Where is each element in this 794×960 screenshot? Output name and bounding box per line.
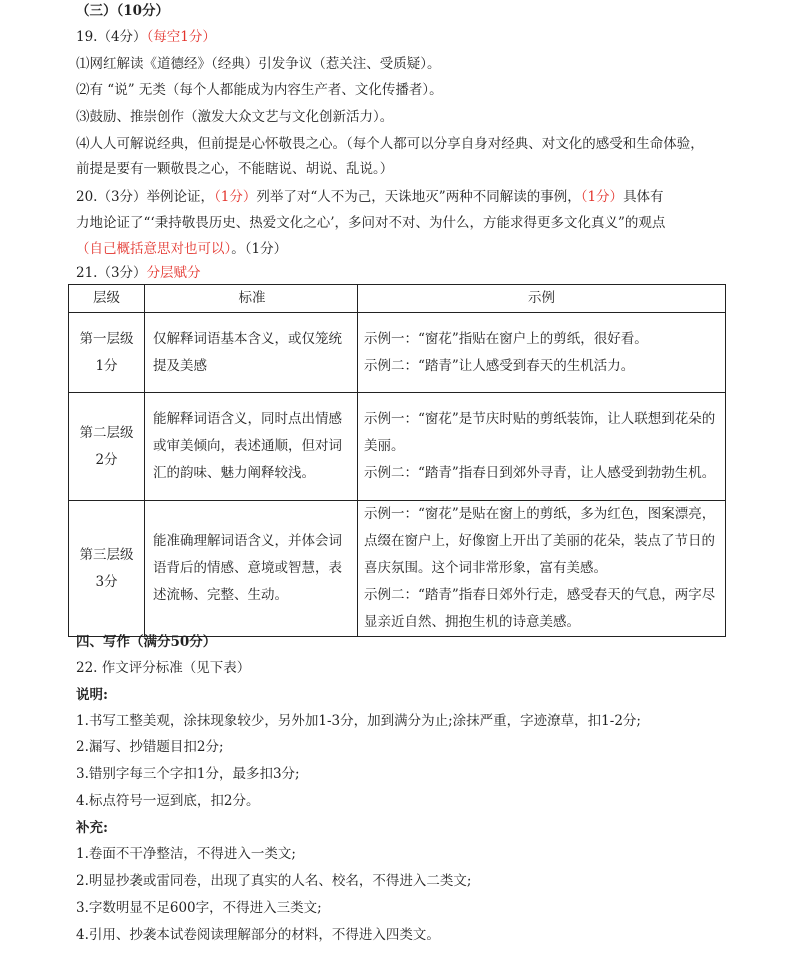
supp-item-2: 2.明显抄袭或雷同卷，出现了真实的人名、校名，不得进入二类文;: [76, 873, 472, 889]
header-level: 层级: [69, 285, 145, 313]
standard-cell: 仅解释词语基本含义，或仅笼统提及美感: [145, 313, 358, 393]
example-1: 示例一：“窗花”是节庆时贴的剪纸装饰，让人联想到花朵的美丽。: [364, 411, 716, 454]
explain-item-2: 2.漏写、抄错题目扣2分;: [76, 739, 224, 755]
q19-item-1: ⑴网红解读《道德经》（经典）引发争议（惹关注、受质疑）。: [76, 56, 441, 72]
grading-table: [68, 284, 726, 637]
example-2: 示例二：“踏青”指春日郊外行走，感受春天的气息，两字尽显亲近自然、拥抱生机的诗意美感。: [364, 587, 716, 630]
example-cell: [358, 313, 726, 393]
example-cell: [358, 501, 726, 637]
q20-text-a: 20.（3分）举例论证，: [76, 189, 215, 205]
example-1: 示例一：“窗花”是贴在窗上的剪纸，多为红色，图案漂亮，点缀在窗户上，好像窗上开出了美丽的花朵，装点了节日的喜庆氛围。这个词非常形象，富有美感。: [364, 506, 716, 576]
level-name: 第二层级: [79, 424, 134, 441]
level-cell: [69, 501, 145, 637]
q20-score-1: （1分）: [214, 189, 257, 205]
q19-item-2: ⑵有 “说” 无类（每个人都能成为内容生产者、文化传播者）。: [76, 82, 443, 98]
explain-item-1: 1.书写工整美观，涂抹现象较少，另外加1-3分，加到满分为止;涂抹严重，字迹潦草，扣1-2分;: [76, 713, 641, 729]
q21-label: 21.（3分）: [76, 265, 147, 281]
q19-heading: [76, 28, 216, 46]
table-row: [69, 313, 726, 393]
header-example: 示例: [358, 285, 726, 313]
q20-note: （自己概括意思对也可以）: [76, 241, 232, 257]
level-cell: [69, 393, 145, 501]
q19-item-4-cont: 前提是要有一颗敬畏之心，不能瞎说、胡说、乱说。）: [76, 161, 394, 177]
q19-item-4: ⑷人人可解说经典，但前提是心怀敬畏之心。（每个人都可以分享自身对经典、对文化的感受和生命体验，: [76, 136, 704, 152]
level-cell: [69, 313, 145, 393]
section3-title: （三）（10分）: [76, 3, 170, 19]
q20-score-2: （1分）: [580, 189, 624, 205]
q21-note: 分层赋分: [146, 265, 201, 281]
supp-title: 补充:: [76, 820, 108, 836]
q20-tail: 。（1分）: [231, 241, 288, 257]
q19-item-3: ⑶鼓励、推崇创作（激发大众文艺与文化创新活力）。: [76, 109, 394, 125]
level-name: 第一层级: [79, 330, 134, 347]
example-cell: [358, 393, 726, 501]
level-score: 3分: [95, 573, 118, 590]
example-2: 示例二：“踏青”让人感受到春天的生机活力。: [364, 357, 635, 374]
example-1: 示例一：“窗花”指贴在窗户上的剪纸，很好看。: [364, 330, 648, 347]
header-standard: 标准: [145, 285, 358, 313]
supp-item-1: 1.卷面不干净整洁，不得进入一类文;: [76, 846, 296, 862]
q22-line: 22. 作文评分标准（见下表）: [76, 660, 251, 676]
q21-heading: [76, 264, 201, 282]
table-row: [69, 501, 726, 637]
q20-line-2: 力地论证了“‘秉持敬畏历史、热爱文化之心’，多问对不对、为什么，方能求得更多文化真义”的观点: [76, 215, 666, 231]
level-score: 1分: [95, 357, 118, 374]
table-header-row: [69, 285, 726, 313]
supp-item-4: 4.引用、抄袭本试卷阅读理解部分的材料，不得进入四类文。: [76, 927, 440, 943]
supp-item-3: 3.字数明显不足600字，不得进入三类文;: [76, 900, 322, 916]
example-2: 示例二：“踏青”指春日到郊外寻青，让人感受到勃勃生机。: [364, 465, 716, 481]
q19-label: 19.（4分）: [76, 29, 147, 45]
standard-cell: 能准确理解词语含义，并体会词语背后的情感、意境或智慧，表述流畅、完整、生动。: [145, 501, 358, 637]
explain-item-3: 3.错别字每三个字扣1分，最多扣3分;: [76, 766, 300, 782]
q20-line-3: [76, 240, 287, 258]
level-score: 2分: [95, 451, 118, 468]
q20-text-b: 列举了对“人不为己，天诛地灭”两种不同解读的事例，: [256, 189, 581, 205]
section4-title: 四、写作（满分50分）: [76, 634, 217, 650]
level-name: 第三层级: [79, 546, 134, 563]
q20-line-1: [76, 188, 664, 206]
table-row: [69, 393, 726, 501]
explain-title: 说明:: [76, 687, 108, 703]
q19-note: （每空1分）: [146, 29, 216, 45]
standard-cell: 能解释词语含义，同时点出情感或审美倾向，表述通顺，但对词汇的韵味、魅力阐释较浅。: [145, 393, 358, 501]
explain-item-4: 4.标点符号一逗到底，扣2分。: [76, 793, 260, 809]
q20-text-c: 具体有: [623, 189, 664, 205]
